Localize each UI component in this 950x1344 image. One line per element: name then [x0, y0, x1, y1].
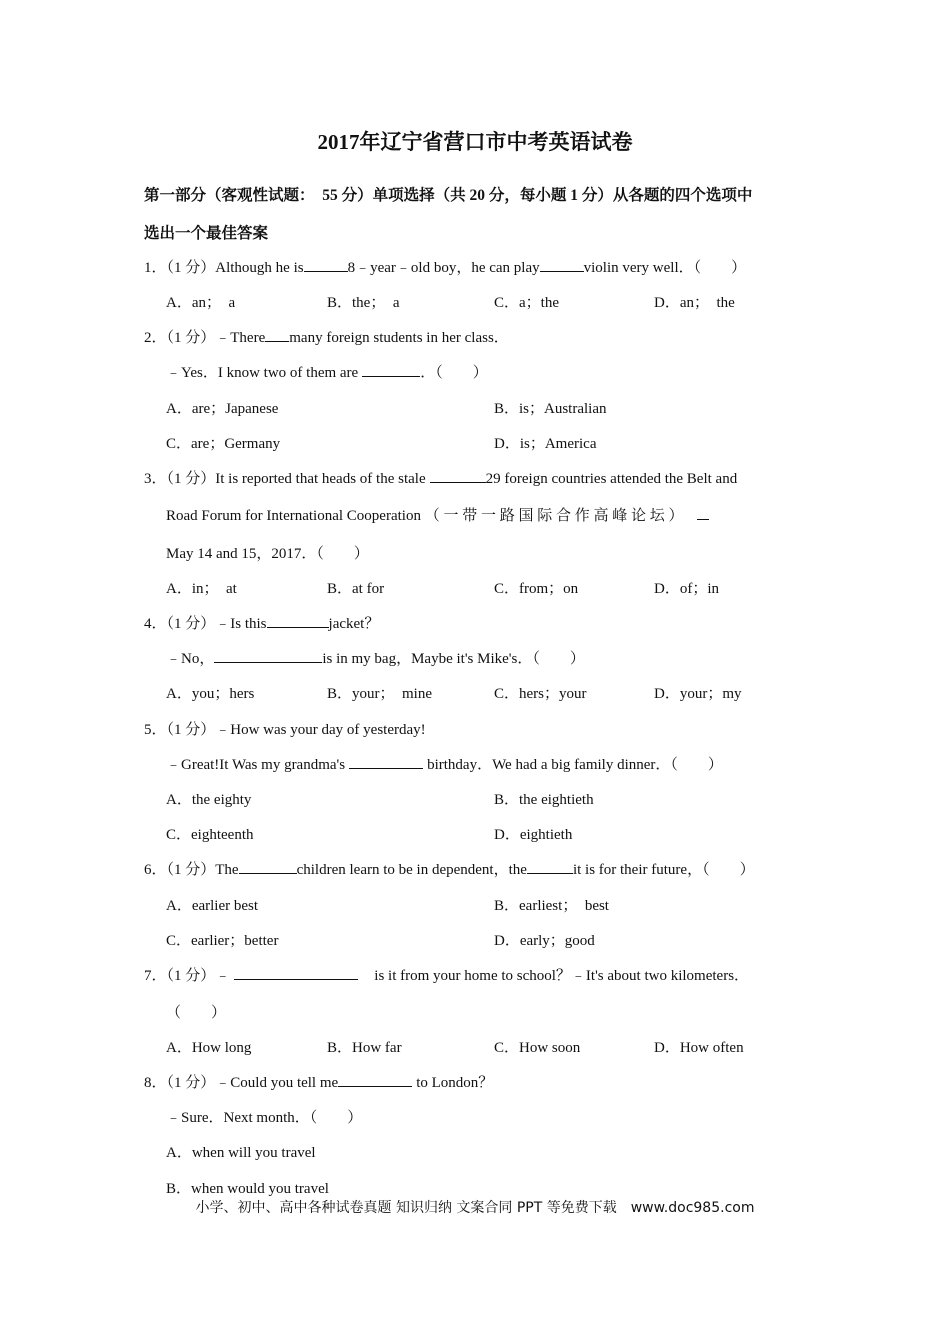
answer-blank [267, 613, 329, 628]
option-b: B．is；Australian [494, 401, 607, 417]
section-heading-line2: 选出一个最佳答案 [144, 225, 269, 242]
option-c: C．hers；your [494, 686, 587, 702]
answer-blank [338, 1072, 412, 1087]
question-2-reply: ﹣Yes．I know two of them are ．（ ） [166, 361, 488, 382]
footer-watermark: 小学、初中、高中各种试卷真题 知识归纳 文案合同 PPT 等免费下载 www.doc985.com [195, 1200, 755, 1216]
answer-blank [697, 505, 709, 520]
question-8-reply: ﹣Sure．Next month．（ ） [166, 1110, 363, 1126]
page-title: 2017年辽宁省营口市中考英语试卷 [317, 130, 633, 154]
option-b: B．when would you travel [166, 1181, 329, 1197]
question-number: 1． [144, 260, 167, 276]
answer-blank [540, 257, 584, 272]
option-a: A．earlier best [166, 898, 259, 914]
answer-blank [234, 965, 358, 980]
question-number: 7． [144, 968, 167, 984]
option-b: B．the eightieth [494, 792, 594, 808]
option-d: D．How often [654, 1040, 744, 1056]
option-b: B．at for [327, 581, 385, 597]
option-b: B．earliest； best [494, 898, 609, 914]
answer-blank [349, 754, 423, 769]
option-d: D．eightieth [494, 827, 573, 843]
question-number: 4． [144, 616, 167, 632]
option-d: D．your；my [654, 686, 742, 702]
question-4-reply: ﹣No， is in my bag，Maybe it's Mike's．（ ） [166, 647, 585, 668]
option-a: A．the eighty [166, 792, 252, 808]
answer-blank [304, 257, 348, 272]
option-a: A．an； a [166, 295, 236, 311]
section-heading-line1: 第一部分（客观性试题： 55 分）单项选择（共 20 分，每小题 1 分）从各题的四个选项中 [144, 187, 753, 204]
question-4: 4．（1 分）﹣Is this jacket？ [144, 612, 379, 633]
question-3-line3: May 14 and 15，2017．（ ） [166, 546, 369, 562]
answer-blank [239, 859, 297, 874]
question-5: 5．（1 分）﹣How was your day of yesterday! [144, 722, 426, 738]
option-b: B．your； mine [327, 686, 432, 702]
question-5-reply: ﹣Great!It Was my grandma's birthday．We had a big family dinner．（ ） [166, 753, 723, 774]
question-number: 3． [144, 471, 167, 487]
question-1: 1．（1 分）Although he is 8﹣year﹣old boy，he can play violin very well．（ ） [144, 256, 746, 277]
option-c: C．a；the [494, 295, 559, 311]
option-a: A．How long [166, 1040, 252, 1056]
question-2: 2．（1 分）﹣There many foreign students in her class． [144, 326, 509, 347]
option-d: D．is；America [494, 436, 597, 452]
option-c: C．from；on [494, 581, 579, 597]
question-number: 8． [144, 1075, 167, 1091]
option-c: C．eighteenth [166, 827, 254, 843]
answer-blank [430, 468, 486, 483]
option-d: D．of；in [654, 581, 719, 597]
question-3-line2: Road Forum for International Cooperation （ 一 带 一 路 国 际 合 作 高 峰 论 坛 ） [166, 504, 709, 525]
option-c: C．How soon [494, 1040, 581, 1056]
question-6: 6．（1 分）The children learn to be in dependent，the it is for their future，（ ） [144, 858, 755, 879]
option-c: C．are；Germany [166, 436, 281, 452]
answer-blank [265, 327, 289, 342]
answer-blank [362, 362, 420, 377]
option-a: A．when will you travel [166, 1145, 316, 1161]
question-7-line2: （ ） [166, 1005, 227, 1021]
option-d: D．early；good [494, 933, 595, 949]
question-7: 7．（1 分）﹣ is it from your home to school？﹣It's about two kilometers． [144, 964, 749, 985]
answer-blank [214, 648, 322, 663]
option-b: B．the； a [327, 295, 400, 311]
option-d: D．an； the [654, 295, 735, 311]
question-number: 2． [144, 330, 167, 346]
question-number: 5． [144, 722, 167, 738]
question-3: 3．（1 分）It is reported that heads of the stale 29 foreign countries attended the Belt and [144, 467, 737, 488]
option-a: A．in； at [166, 581, 237, 597]
option-c: C．earlier；better [166, 933, 279, 949]
option-a: A．you；hers [166, 686, 255, 702]
option-a: A．are；Japanese [166, 401, 279, 417]
question-number: 6． [144, 862, 167, 878]
answer-blank [527, 859, 573, 874]
question-8: 8．（1 分）﹣Could you tell me to London？ [144, 1071, 493, 1092]
option-b: B．How far [327, 1040, 402, 1056]
